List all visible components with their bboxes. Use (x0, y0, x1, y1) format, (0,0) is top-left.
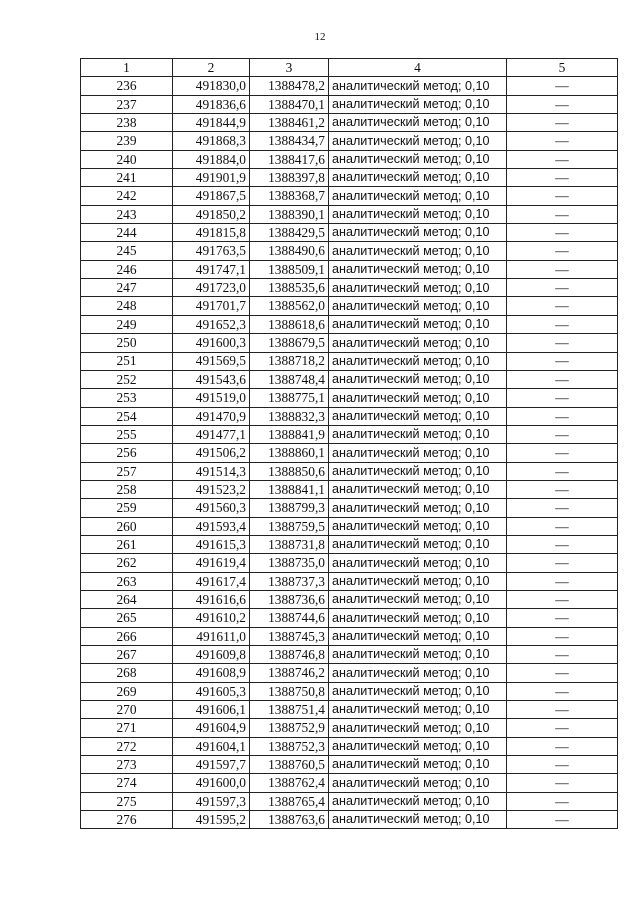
remark-cell: — (507, 499, 618, 517)
table-row (81, 535, 618, 553)
page-number: 12 (314, 31, 326, 43)
remark-cell: — (507, 425, 618, 443)
method-accuracy-cell: аналитический метод; 0,10 (329, 242, 507, 260)
table-row (81, 811, 618, 829)
method-accuracy-cell: аналитический метод; 0,10 (329, 719, 507, 737)
x-coordinate-cell: 491723,0 (173, 279, 250, 297)
point-number-cell: 267 (81, 646, 173, 664)
y-coordinate-cell: 1388751,4 (250, 701, 329, 719)
y-coordinate-cell: 1388731,8 (250, 535, 329, 553)
point-number-cell: 261 (81, 535, 173, 553)
x-coordinate-cell: 491830,0 (173, 77, 250, 95)
table-row (81, 279, 618, 297)
x-coordinate-cell: 491597,7 (173, 756, 250, 774)
header-col-5: 5 (507, 59, 618, 77)
y-coordinate-cell: 1388735,0 (250, 554, 329, 572)
method-accuracy-cell: аналитический метод; 0,10 (329, 260, 507, 278)
method-accuracy-cell: аналитический метод; 0,10 (329, 297, 507, 315)
header-col-4: 4 (329, 59, 507, 77)
method-accuracy-cell: аналитический метод; 0,10 (329, 187, 507, 205)
point-number-cell: 240 (81, 150, 173, 168)
x-coordinate-cell: 491597,3 (173, 792, 250, 810)
remark-cell: — (507, 756, 618, 774)
y-coordinate-cell: 1388799,3 (250, 499, 329, 517)
table-row (81, 77, 618, 95)
y-coordinate-cell: 1388368,7 (250, 187, 329, 205)
remark-cell: — (507, 279, 618, 297)
x-coordinate-cell: 491763,5 (173, 242, 250, 260)
y-coordinate-cell: 1388850,6 (250, 462, 329, 480)
method-accuracy-cell: аналитический метод; 0,10 (329, 205, 507, 223)
y-coordinate-cell: 1388860,1 (250, 444, 329, 462)
x-coordinate-cell: 491608,9 (173, 664, 250, 682)
point-number-cell: 239 (81, 132, 173, 150)
y-coordinate-cell: 1388618,6 (250, 315, 329, 333)
y-coordinate-cell: 1388397,8 (250, 169, 329, 187)
y-coordinate-cell: 1388429,5 (250, 224, 329, 242)
remark-cell: — (507, 205, 618, 223)
remark-cell: — (507, 77, 618, 95)
y-coordinate-cell: 1388841,1 (250, 480, 329, 498)
table-header (81, 59, 618, 77)
x-coordinate-cell: 491514,3 (173, 462, 250, 480)
y-coordinate-cell: 1388718,2 (250, 352, 329, 370)
y-coordinate-cell: 1388775,1 (250, 389, 329, 407)
y-coordinate-cell: 1388752,9 (250, 719, 329, 737)
table-row (81, 774, 618, 792)
table-row (81, 425, 618, 443)
table-row (81, 627, 618, 645)
method-accuracy-cell: аналитический метод; 0,10 (329, 352, 507, 370)
point-number-cell: 276 (81, 811, 173, 829)
point-number-cell: 272 (81, 737, 173, 755)
y-coordinate-cell: 1388841,9 (250, 425, 329, 443)
y-coordinate-cell: 1388417,6 (250, 150, 329, 168)
remark-cell: — (507, 315, 618, 333)
x-coordinate-cell: 491605,3 (173, 682, 250, 700)
method-accuracy-cell: аналитический метод; 0,10 (329, 279, 507, 297)
x-coordinate-cell: 491901,9 (173, 169, 250, 187)
y-coordinate-cell: 1388832,3 (250, 407, 329, 425)
point-number-cell: 256 (81, 444, 173, 462)
point-number-cell: 244 (81, 224, 173, 242)
remark-cell: — (507, 572, 618, 590)
y-coordinate-cell: 1388390,1 (250, 205, 329, 223)
y-coordinate-cell: 1388760,5 (250, 756, 329, 774)
method-accuracy-cell: аналитический метод; 0,10 (329, 462, 507, 480)
method-accuracy-cell: аналитический метод; 0,10 (329, 774, 507, 792)
method-accuracy-cell: аналитический метод; 0,10 (329, 737, 507, 755)
remark-cell: — (507, 609, 618, 627)
remark-cell: — (507, 462, 618, 480)
table-row (81, 242, 618, 260)
remark-cell: — (507, 701, 618, 719)
method-accuracy-cell: аналитический метод; 0,10 (329, 682, 507, 700)
remark-cell: — (507, 169, 618, 187)
y-coordinate-cell: 1388763,6 (250, 811, 329, 829)
x-coordinate-cell: 491616,6 (173, 590, 250, 608)
point-number-cell: 275 (81, 792, 173, 810)
x-coordinate-cell: 491470,9 (173, 407, 250, 425)
method-accuracy-cell: аналитический метод; 0,10 (329, 389, 507, 407)
coordinates-table (80, 58, 618, 829)
point-number-cell: 271 (81, 719, 173, 737)
y-coordinate-cell: 1388737,3 (250, 572, 329, 590)
point-number-cell: 260 (81, 517, 173, 535)
point-number-cell: 269 (81, 682, 173, 700)
y-coordinate-cell: 1388744,6 (250, 609, 329, 627)
table-row (81, 389, 618, 407)
table-row (81, 95, 618, 113)
method-accuracy-cell: аналитический метод; 0,10 (329, 114, 507, 132)
x-coordinate-cell: 491844,9 (173, 114, 250, 132)
table-row (81, 756, 618, 774)
method-accuracy-cell: аналитический метод; 0,10 (329, 132, 507, 150)
x-coordinate-cell: 491506,2 (173, 444, 250, 462)
table-row (81, 517, 618, 535)
remark-cell: — (507, 224, 618, 242)
remark-cell: — (507, 719, 618, 737)
y-coordinate-cell: 1388745,3 (250, 627, 329, 645)
point-number-cell: 258 (81, 480, 173, 498)
y-coordinate-cell: 1388750,8 (250, 682, 329, 700)
y-coordinate-cell: 1388478,2 (250, 77, 329, 95)
method-accuracy-cell: аналитический метод; 0,10 (329, 370, 507, 388)
point-number-cell: 274 (81, 774, 173, 792)
remark-cell: — (507, 242, 618, 260)
remark-cell: — (507, 187, 618, 205)
remark-cell: — (507, 260, 618, 278)
x-coordinate-cell: 491523,2 (173, 480, 250, 498)
x-coordinate-cell: 491569,5 (173, 352, 250, 370)
table-row (81, 719, 618, 737)
point-number-cell: 257 (81, 462, 173, 480)
remark-cell: — (507, 407, 618, 425)
point-number-cell: 242 (81, 187, 173, 205)
method-accuracy-cell: аналитический метод; 0,10 (329, 517, 507, 535)
table-row (81, 609, 618, 627)
method-accuracy-cell: аналитический метод; 0,10 (329, 95, 507, 113)
table-row (81, 792, 618, 810)
point-number-cell: 253 (81, 389, 173, 407)
table-row (81, 132, 618, 150)
point-number-cell: 238 (81, 114, 173, 132)
x-coordinate-cell: 491652,3 (173, 315, 250, 333)
x-coordinate-cell: 491609,8 (173, 646, 250, 664)
x-coordinate-cell: 491619,4 (173, 554, 250, 572)
header-col-3: 3 (250, 59, 329, 77)
x-coordinate-cell: 491868,3 (173, 132, 250, 150)
method-accuracy-cell: аналитический метод; 0,10 (329, 572, 507, 590)
x-coordinate-cell: 491884,0 (173, 150, 250, 168)
table-row (81, 352, 618, 370)
y-coordinate-cell: 1388762,4 (250, 774, 329, 792)
method-accuracy-cell: аналитический метод; 0,10 (329, 425, 507, 443)
x-coordinate-cell: 491477,1 (173, 425, 250, 443)
method-accuracy-cell: аналитический метод; 0,10 (329, 169, 507, 187)
table-row (81, 499, 618, 517)
method-accuracy-cell: аналитический метод; 0,10 (329, 535, 507, 553)
remark-cell: — (507, 150, 618, 168)
table-row (81, 572, 618, 590)
y-coordinate-cell: 1388746,8 (250, 646, 329, 664)
method-accuracy-cell: аналитический метод; 0,10 (329, 646, 507, 664)
table-row (81, 701, 618, 719)
y-coordinate-cell: 1388736,6 (250, 590, 329, 608)
point-number-cell: 251 (81, 352, 173, 370)
point-number-cell: 262 (81, 554, 173, 572)
remark-cell: — (507, 370, 618, 388)
table-row (81, 187, 618, 205)
x-coordinate-cell: 491615,3 (173, 535, 250, 553)
remark-cell: — (507, 389, 618, 407)
x-coordinate-cell: 491519,0 (173, 389, 250, 407)
x-coordinate-cell: 491836,6 (173, 95, 250, 113)
method-accuracy-cell: аналитический метод; 0,10 (329, 224, 507, 242)
table-row (81, 682, 618, 700)
method-accuracy-cell: аналитический метод; 0,10 (329, 811, 507, 829)
point-number-cell: 236 (81, 77, 173, 95)
table-row (81, 205, 618, 223)
x-coordinate-cell: 491610,2 (173, 609, 250, 627)
table-row (81, 370, 618, 388)
point-number-cell: 254 (81, 407, 173, 425)
remark-cell: — (507, 664, 618, 682)
x-coordinate-cell: 491611,0 (173, 627, 250, 645)
remark-cell: — (507, 95, 618, 113)
remark-cell: — (507, 517, 618, 535)
remark-cell: — (507, 334, 618, 352)
x-coordinate-cell: 491747,1 (173, 260, 250, 278)
x-coordinate-cell: 491595,2 (173, 811, 250, 829)
table-row (81, 114, 618, 132)
x-coordinate-cell: 491617,4 (173, 572, 250, 590)
point-number-cell: 237 (81, 95, 173, 113)
method-accuracy-cell: аналитический метод; 0,10 (329, 627, 507, 645)
remark-cell: — (507, 352, 618, 370)
y-coordinate-cell: 1388461,2 (250, 114, 329, 132)
table-row (81, 297, 618, 315)
method-accuracy-cell: аналитический метод; 0,10 (329, 756, 507, 774)
point-number-cell: 270 (81, 701, 173, 719)
remark-cell: — (507, 535, 618, 553)
remark-cell: — (507, 480, 618, 498)
y-coordinate-cell: 1388470,1 (250, 95, 329, 113)
table-row (81, 150, 618, 168)
point-number-cell: 246 (81, 260, 173, 278)
point-number-cell: 241 (81, 169, 173, 187)
x-coordinate-cell: 491606,1 (173, 701, 250, 719)
header-row (81, 59, 618, 77)
remark-cell: — (507, 682, 618, 700)
x-coordinate-cell: 491604,9 (173, 719, 250, 737)
point-number-cell: 252 (81, 370, 173, 388)
remark-cell: — (507, 737, 618, 755)
method-accuracy-cell: аналитический метод; 0,10 (329, 334, 507, 352)
table-row (81, 462, 618, 480)
point-number-cell: 245 (81, 242, 173, 260)
x-coordinate-cell: 491543,6 (173, 370, 250, 388)
remark-cell: — (507, 554, 618, 572)
table-row (81, 554, 618, 572)
point-number-cell: 264 (81, 590, 173, 608)
x-coordinate-cell: 491600,3 (173, 334, 250, 352)
table-row (81, 737, 618, 755)
header-col-1: 1 (81, 59, 173, 77)
method-accuracy-cell: аналитический метод; 0,10 (329, 554, 507, 572)
table-row (81, 664, 618, 682)
point-number-cell: 248 (81, 297, 173, 315)
y-coordinate-cell: 1388562,0 (250, 297, 329, 315)
remark-cell: — (507, 811, 618, 829)
table-row (81, 407, 618, 425)
method-accuracy-cell: аналитический метод; 0,10 (329, 792, 507, 810)
remark-cell: — (507, 792, 618, 810)
method-accuracy-cell: аналитический метод; 0,10 (329, 150, 507, 168)
point-number-cell: 273 (81, 756, 173, 774)
method-accuracy-cell: аналитический метод; 0,10 (329, 701, 507, 719)
point-number-cell: 266 (81, 627, 173, 645)
method-accuracy-cell: аналитический метод; 0,10 (329, 315, 507, 333)
table-body (81, 77, 618, 829)
point-number-cell: 249 (81, 315, 173, 333)
point-number-cell: 255 (81, 425, 173, 443)
point-number-cell: 259 (81, 499, 173, 517)
point-number-cell: 250 (81, 334, 173, 352)
remark-cell: — (507, 444, 618, 462)
table-row (81, 646, 618, 664)
table-row (81, 590, 618, 608)
table-row (81, 480, 618, 498)
y-coordinate-cell: 1388746,2 (250, 664, 329, 682)
point-number-cell: 243 (81, 205, 173, 223)
x-coordinate-cell: 491560,3 (173, 499, 250, 517)
remark-cell: — (507, 590, 618, 608)
y-coordinate-cell: 1388434,7 (250, 132, 329, 150)
table-row (81, 334, 618, 352)
x-coordinate-cell: 491604,1 (173, 737, 250, 755)
point-number-cell: 263 (81, 572, 173, 590)
x-coordinate-cell: 491600,0 (173, 774, 250, 792)
table-row (81, 169, 618, 187)
method-accuracy-cell: аналитический метод; 0,10 (329, 499, 507, 517)
remark-cell: — (507, 646, 618, 664)
method-accuracy-cell: аналитический метод; 0,10 (329, 590, 507, 608)
x-coordinate-cell: 491867,5 (173, 187, 250, 205)
table-row (81, 444, 618, 462)
x-coordinate-cell: 491593,4 (173, 517, 250, 535)
method-accuracy-cell: аналитический метод; 0,10 (329, 664, 507, 682)
method-accuracy-cell: аналитический метод; 0,10 (329, 609, 507, 627)
point-number-cell: 265 (81, 609, 173, 627)
x-coordinate-cell: 491815,8 (173, 224, 250, 242)
header-col-2: 2 (173, 59, 250, 77)
table-row (81, 260, 618, 278)
method-accuracy-cell: аналитический метод; 0,10 (329, 444, 507, 462)
x-coordinate-cell: 491850,2 (173, 205, 250, 223)
table-row (81, 315, 618, 333)
point-number-cell: 247 (81, 279, 173, 297)
x-coordinate-cell: 491701,7 (173, 297, 250, 315)
remark-cell: — (507, 774, 618, 792)
table-row (81, 224, 618, 242)
y-coordinate-cell: 1388679,5 (250, 334, 329, 352)
method-accuracy-cell: аналитический метод; 0,10 (329, 480, 507, 498)
remark-cell: — (507, 627, 618, 645)
remark-cell: — (507, 114, 618, 132)
remark-cell: — (507, 297, 618, 315)
point-number-cell: 268 (81, 664, 173, 682)
y-coordinate-cell: 1388765,4 (250, 792, 329, 810)
method-accuracy-cell: аналитический метод; 0,10 (329, 407, 507, 425)
method-accuracy-cell: аналитический метод; 0,10 (329, 77, 507, 95)
y-coordinate-cell: 1388535,6 (250, 279, 329, 297)
remark-cell: — (507, 132, 618, 150)
y-coordinate-cell: 1388748,4 (250, 370, 329, 388)
y-coordinate-cell: 1388759,5 (250, 517, 329, 535)
y-coordinate-cell: 1388752,3 (250, 737, 329, 755)
y-coordinate-cell: 1388509,1 (250, 260, 329, 278)
y-coordinate-cell: 1388490,6 (250, 242, 329, 260)
